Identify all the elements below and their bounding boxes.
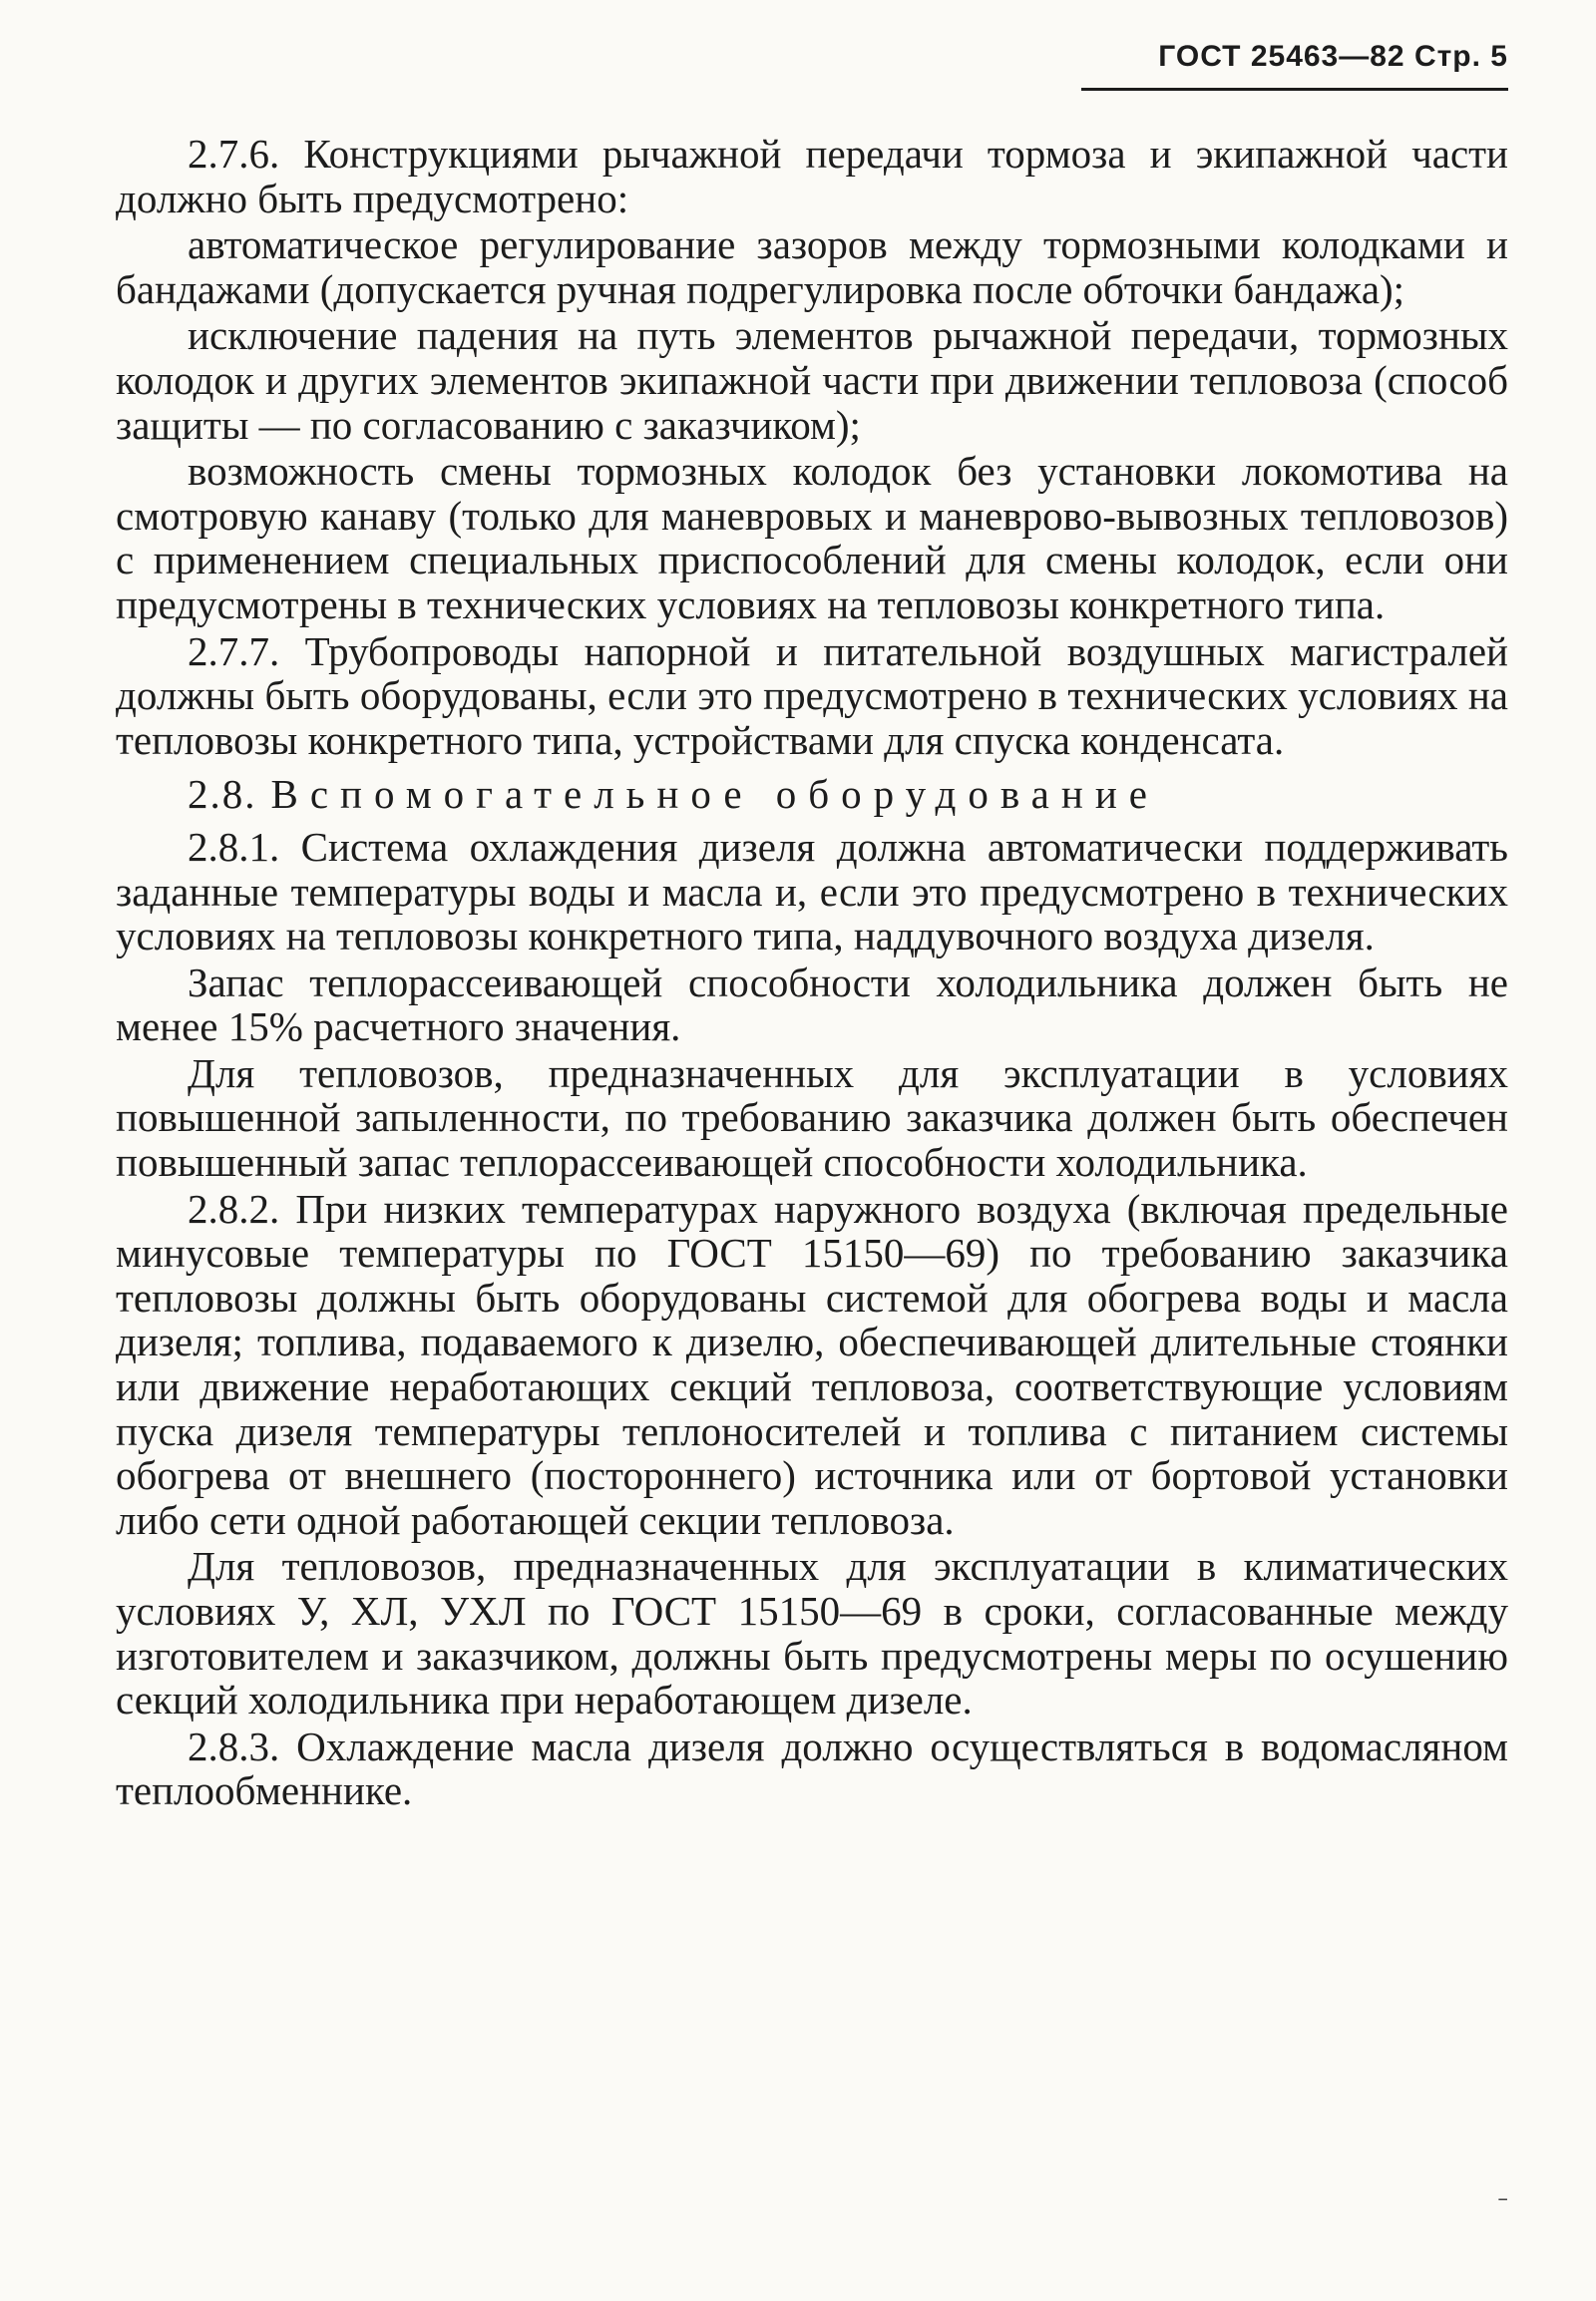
paragraph-item-regulation: автоматическое регулирование зазоров между тормозными колодками и бандажами (допускается ручная подрегулировка после обточки бандажа); [116,221,1508,312]
paragraph-climatic-conditions: Для тепловозов, предназначенных для эксплуатации в климатических условиях У, ХЛ, УХЛ по ГОСТ 15150—69 в сроки, согласованные между изготовителем и заказчиком, должны быть предусмотрены меры по осушению секций холодильника при неработающем дизеле. [116,1543,1508,1724]
section-heading [116,772,1508,817]
paragraph-2-7-7: 2.7.7. Трубопроводы напорной и питательной воздушных магистралей должны быть оборудованы, если это предусмотрено в технических условиях на тепловозы конкретного типа, устройствами для спуска конденсата. [116,627,1508,763]
section-title: Вспомогательное оборудование [270,771,1159,818]
paragraph-2-8-1: 2.8.1. Система охлаждения дизеля должна автоматически поддерживать заданные температуры воды и масла и, если это предусмотрено в технических условиях на тепловозы конкретного типа, наддувочного воздуха дизеля. [116,823,1508,959]
scan-mark: ˍ [1498,2172,1508,2203]
section-number: 2.8. [188,771,257,818]
page-header: ГОСТ 25463—82 Стр. 5 [1158,40,1508,73]
paragraph-item-exclusion: исключение падения на путь элементов рычажной передачи, тормозных колодок и других элементов экипажной части при движении тепловоза (способ защиты — по согласованию с заказчиком); [116,312,1508,448]
document-body [116,132,1508,1815]
paragraph-2-8-3: 2.8.3. Охлаждение масла дизеля должно осуществляться в водомасляном теплообменнике. [116,1723,1508,1814]
paragraph-2-7-6: 2.7.6. Конструкциями рычажной передачи тормоза и экипажной части должно быть предусмотрено: [116,131,1508,221]
header-rule [1081,88,1508,91]
paragraph-2-8-2: 2.8.2. При низких температурах наружного воздуха (включая предельные минусовые температуры по ГОСТ 15150—69) по требованию заказчика тепловозы должны быть оборудованы системой для обогрева воды и масла дизеля; топлива, подаваемого к дизелю, обеспечивающей длительные стоянки или движение неработающих секций тепловоза, соответствующие условиям пуска дизеля температуры теплоносителей и топлива с питанием системы обогрева от внешнего (постороннего) источника или от бортовой установки либо сети одной работающей секции тепловоза. [116,1185,1508,1543]
paragraph-item-replacement: возможность смены тормозных колодок без установки локомотива на смотровую канаву (только для маневровых и маневрово-вывозных тепловозов) с применением специальных приспособлений для смены колодок, если они предусмотрены в технических условиях на тепловозы конкретного типа. [116,448,1508,627]
paragraph-cooling-reserve: Запас теплорассеивающей способности холодильника должен быть не менее 15% расчетного значения. [116,959,1508,1050]
paragraph-dust-conditions: Для тепловозов, предназначенных для эксплуатации в условиях повышенной запыленности, по требованию заказчика должен быть обеспечен повышенный запас теплорассеивающей способности холодильника. [116,1049,1508,1186]
